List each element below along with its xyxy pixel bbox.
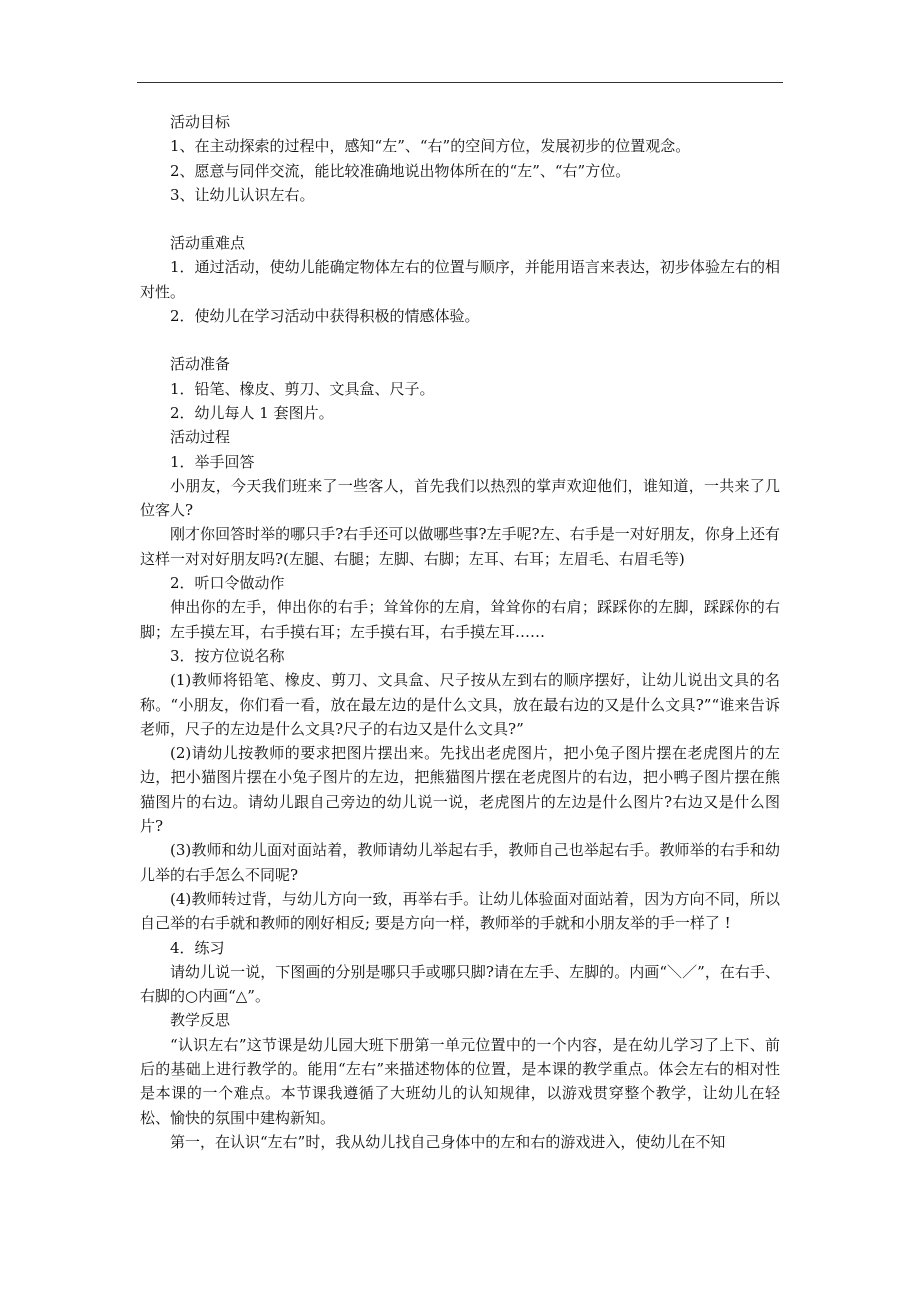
reflection-paragraph: 第一，在认识“左右”时，我从幼儿找自己身体中的左和右的游戏进入，使幼儿在不知 [170, 1132, 726, 1151]
section-heading-preparation: 活动准备 [170, 355, 231, 374]
section-heading-key-points: 活动重难点 [170, 234, 246, 253]
key-point-item: 1．通过活动，使幼儿能确定物体左右的位置与顺序，并能用语言来表达，初步体验左右的相对性。 [140, 258, 780, 301]
goal-item: 2、愿意与同伴交流，能比较准确地说出物体所在的“左”、“右”方位。 [170, 161, 631, 180]
step-paragraph: (3)教师和幼儿面对面站着，教师请幼儿举起右手，教师自己也举起右手。教师举的右手和幼儿举的右手怎么不同呢? [140, 841, 780, 884]
step-paragraph: (2)请幼儿按教师的要求把图片摆出来。先找出老虎图片，把小兔子图片摆在老虎图片的左边，把小猫图片摆在小兔子图片的左边，把熊猫图片摆在老虎图片的右边，把小鸭子图片摆在熊猫图片的右边。请幼儿跟自己旁边的幼儿说一说，老虎图片的左边是什么图片?右边又是什么图片? [140, 744, 780, 836]
preparation-item: 1．铅笔、橡皮、剪刀、文具盒、尺子。 [170, 379, 435, 398]
goal-item: 3、让幼儿认识左右。 [170, 185, 315, 204]
goal-item: 1、在主动探索的过程中，感知“左”、“右”的空间方位，发展初步的位置观念。 [170, 137, 691, 156]
step-title: 1．举手回答 [170, 452, 255, 471]
step-title: 3．按方位说名称 [170, 646, 285, 665]
spacer [140, 207, 780, 231]
section-heading-reflection: 教学反思 [170, 1011, 231, 1030]
section-heading-process: 活动过程 [170, 428, 231, 447]
spacer [140, 328, 780, 352]
header-rule [137, 82, 783, 83]
preparation-item: 2．幼儿每人 1 套图片。 [170, 403, 334, 422]
step-paragraph: (1)教师将铅笔、橡皮、剪刀、文具盒、尺子按从左到右的顺序摆好，让幼儿说出文具的名称。“小朋友，你们看一看，放在最左边的是什么文具，放在最右边的又是什么文具?”“谁来告诉老师，尺子的左边是什么文具?尺子的右边又是什么文具?” [140, 671, 780, 738]
document-body [140, 110, 780, 1154]
section-heading-goals: 活动目标 [170, 113, 231, 131]
step-title: 4．练习 [170, 938, 225, 957]
step-paragraph: 刚才你回答时举的哪只手?右手还可以做哪些事?左手呢?左、右手是一对好朋友，你身上还有这样一对对好朋友吗?(左腿、右腿；左脚、右脚；左耳、右耳；左眉毛、右眉毛等) [140, 525, 780, 568]
key-point-item: 2．使幼儿在学习活动中获得积极的情感体验。 [170, 307, 480, 326]
reflection-paragraph: “认识左右”这节课是幼儿园大班下册第一单元位置中的一个内容，是在幼儿学习了上下、前后的基础上进行教学的。能用“左右”来描述物体的位置，是本课的教学重点。体会左右的相对性是本课的一个难点。本节课我遵循了大班幼儿的认知规律，以游戏贯穿整个教学，让幼儿在轻松、愉快的氛围中建构新知。 [140, 1035, 780, 1127]
step-paragraph: 小朋友，今天我们班来了一些客人，首先我们以热烈的掌声欢迎他们，谁知道，一共来了几位客人? [140, 476, 780, 520]
step-paragraph: 伸出你的左手，伸出你的右手；耸耸你的左肩，耸耸你的右肩；踩踩你的左脚，踩踩你的右脚；左手摸左耳，右手摸右耳；左手摸右耳，右手摸左耳…… [140, 598, 780, 641]
step-paragraph: (4)教师转过背，与幼儿方向一致，再举右手。让幼儿体验面对面站着，因为方向不同，所以自己举的右手就和教师的刚好相反; 要是方向一样，教师举的手就和小朋友举的手一样了 ! [140, 889, 780, 933]
step-title: 2．听口令做动作 [170, 574, 285, 593]
step-paragraph: 请幼儿说一说，下图画的分别是哪只手或哪只脚?请在左手、左脚的。内画“＼／”，在右手、右脚的○内画“△”。 [140, 962, 780, 1006]
